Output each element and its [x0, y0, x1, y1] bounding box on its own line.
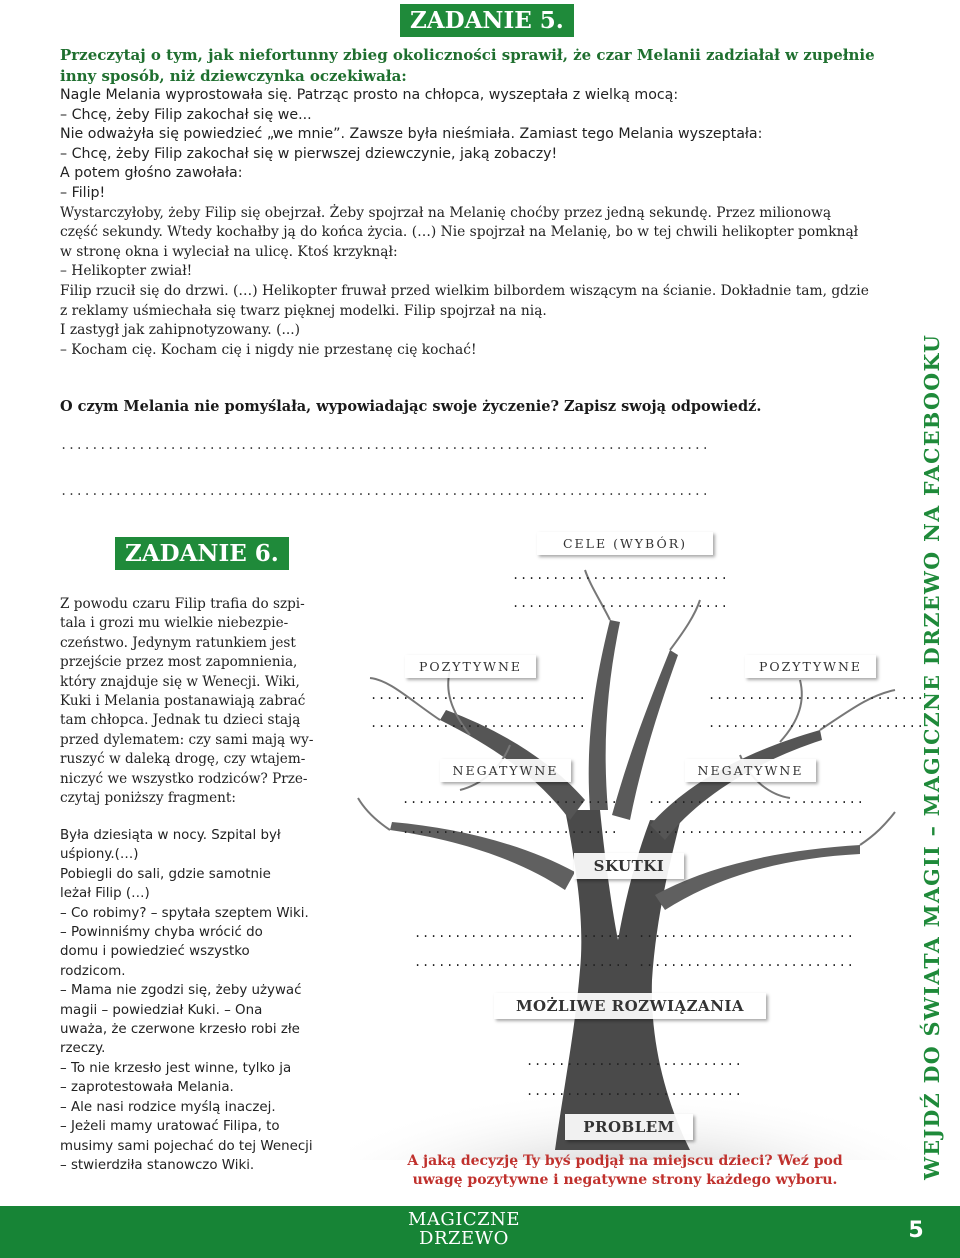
logo-line: DRZEWO: [419, 1228, 509, 1249]
solutions-answer-line[interactable]: ...........................: [526, 1084, 743, 1098]
story-line: – Chcę, żeby Filip zakochał się w pierwszej dziewczynie, jaką zobaczy!: [60, 145, 558, 162]
fragment-line: – Co robimy? – spytała szeptem Wiki.: [60, 905, 309, 921]
goals-answer-line[interactable]: ...........................: [512, 596, 729, 610]
fragment-line: magii – powiedział Kuki. – Ona: [60, 1002, 263, 1018]
description-line: przejście przez most zapomnienia,: [60, 654, 298, 671]
effects-label: SKUTKI: [574, 853, 684, 879]
solutions-label: MOŻLIWE ROZWIĄZANIA: [494, 993, 766, 1019]
negative-right-answer-line[interactable]: ...........................: [648, 792, 865, 806]
story-line: A potem głośno zawołała:: [60, 165, 243, 182]
description-line: przed dylematem: czy sami mają wy-: [60, 731, 314, 748]
problem-label: PROBLEM: [565, 1114, 693, 1140]
story-line: w stronę okna i wyleciał na ulicę. Ktoś krzyknął:: [60, 243, 398, 260]
story-line: – Chcę, żeby Filip zakochał się we...: [60, 106, 312, 123]
story-line: I zastygł jak zahipnotyzowany. (...): [60, 322, 300, 339]
task6-tag: ZADANIE 6.: [115, 537, 289, 570]
fragment-line: domu i powiedzieć wszystko: [60, 944, 250, 960]
fragment-line: uśpiony.(…): [60, 847, 139, 863]
page-number: 5: [908, 1218, 924, 1243]
fragment-line: musimy sami pojechać do tej Wenecji: [60, 1138, 313, 1154]
task6-fragment: [60, 826, 335, 1175]
fragment-line: – Powinniśmy chyba wrócić do: [60, 925, 263, 941]
positive-right-answer-line[interactable]: ...........................: [708, 716, 925, 730]
negative-right-answer-line[interactable]: ...........................: [648, 822, 865, 836]
negative-left-answer-line[interactable]: ...........................: [402, 822, 619, 836]
positive-left-answer-line[interactable]: ...........................: [370, 688, 587, 702]
fragment-line: – To nie krzesło jest winne, tylko ja: [60, 1060, 292, 1076]
task5-intro: Przeczytaj o tym, jak niefortunny zbieg okoliczności sprawił, że czar Melanii zadziałał w zupełnie inny sposób, niż dziewczynka oczekiwała:: [60, 46, 875, 85]
task5-question: O czym Melania nie pomyślała, wypowiadając swoje życzenie? Zapisz swoją odpowiedź.: [60, 398, 762, 415]
goals-answer-line[interactable]: ...........................: [512, 568, 729, 582]
story-line: Filip rzucił się do drzwi. (…) Helikopter fruwał przed wielkim bilbordem wiszącym na ścianie. Dokładnie tam, gdzie: [60, 282, 869, 299]
fragment-line: rodzicom.: [60, 963, 126, 979]
description-line: czytaj poniższy fragment:: [60, 790, 236, 807]
description-line: ruszyć w daleką drogę, czy wtajem-: [60, 751, 306, 768]
solutions-answer-line[interactable]: ...........................: [526, 1054, 743, 1068]
description-line: Kuki i Melania postanawiają zabrać: [60, 693, 306, 710]
facebook-sidebar-text[interactable]: WEJDŹ DO ŚWIATA MAGII – MAGICZNE DRZEWO NA FACEBOOKU: [920, 333, 944, 1180]
story-line: część sekundy. Wtedy kochałby ją do końca życia. (…) Nie spojrzał na Melanię, bo w tej chwili helikopter pomknął: [60, 224, 859, 241]
logo-line: MAGICZNE: [407, 1209, 521, 1230]
task6-description: [60, 595, 330, 808]
fragment-line: – zaprotestowała Melania.: [60, 1080, 234, 1096]
story-line: z reklamy uśmiechała się twarz pięknej modelki. Filip spojrzał na nią.: [60, 302, 547, 319]
positive-right-label: POZYTYWNE: [745, 655, 876, 678]
task6-question: A jaką decyzję Ty byś podjął na miejscu dzieci? Weź pod uwagę pozytywne i negatywne strony każdego wyboru.: [407, 1153, 843, 1188]
negative-left-answer-line[interactable]: ...........................: [402, 792, 619, 806]
positive-left-label: POZYTYWNE: [405, 655, 536, 678]
description-line: tala i grozi mu wielkie niebezpie-: [60, 615, 289, 632]
effects-answer-line[interactable]: ...........................: [414, 955, 631, 969]
fragment-line: – Mama nie zgodzi się, żeby używać: [60, 983, 302, 999]
description-line: czeństwo. Jedynym ratunkiem jest: [60, 634, 296, 651]
magiczne-drzewo-logo: [404, 1210, 524, 1248]
fragment-line: uważa, że czerwone krzesło robi złe: [60, 1022, 300, 1038]
fragment-line: – stwierdziła stanowczo Wiki.: [60, 1157, 255, 1173]
description-line: Z powodu czaru Filip trafia do szpi-: [60, 596, 305, 612]
negative-right-label: NEGATYWNE: [685, 759, 816, 782]
task5-tag: ZADANIE 5.: [400, 4, 574, 37]
negative-left-label: NEGATYWNE: [440, 759, 571, 782]
fragment-line: Pobiegli do sali, gdzie samotnie: [60, 866, 271, 882]
goals-label: CELE (WYBÓR): [537, 532, 713, 555]
effects-answer-line[interactable]: ...........................: [638, 926, 855, 940]
story-line: – Kocham cię. Kocham cię i nigdy nie przestanę cię kochać!: [60, 341, 477, 358]
answer-line[interactable]: ...................................................................................: [60, 438, 710, 452]
description-line: który znajduje się w Wenecji. Wiki,: [60, 673, 300, 690]
fragment-line: Była dziesiąta w nocy. Szpital był: [60, 828, 281, 843]
story-line: Nagle Melania wyprostowała się. Patrząc prosto na chłopca, wyszeptała z wielką mocą:: [60, 87, 679, 103]
effects-answer-line[interactable]: ...........................: [638, 955, 855, 969]
story-line: Wystarczyłoby, żeby Filip się obejrzał. Żeby spojrzał na Melanię choćby przez jedną sekundę. Przez milionową: [60, 204, 832, 221]
positive-right-answer-line[interactable]: ...........................: [708, 688, 925, 702]
fragment-line: – Ale nasi rodzice myślą inaczej.: [60, 1099, 276, 1115]
task5-story: [60, 86, 910, 360]
description-line: niczyć we wszystko rodziców? Prze-: [60, 770, 308, 787]
fragment-line: – Jeżeli mamy uratować Filipa, to: [60, 1119, 280, 1135]
story-line: Nie odważyła się powiedzieć „we mnie”. Zawsze była nieśmiała. Zamiast tego Melania wyszeptała:: [60, 126, 763, 143]
positive-left-answer-line[interactable]: ...........................: [370, 716, 587, 730]
story-line: – Filip!: [60, 184, 106, 201]
fragment-line: leżał Filip (…): [60, 886, 150, 902]
description-line: tam chłopca. Jednak tu dzieci stają: [60, 712, 301, 729]
effects-answer-line[interactable]: ...........................: [414, 926, 631, 940]
answer-line[interactable]: ...................................................................................: [60, 484, 710, 498]
story-line: – Helikopter zwiał!: [60, 263, 193, 280]
fragment-line: rzeczy.: [60, 1041, 106, 1057]
